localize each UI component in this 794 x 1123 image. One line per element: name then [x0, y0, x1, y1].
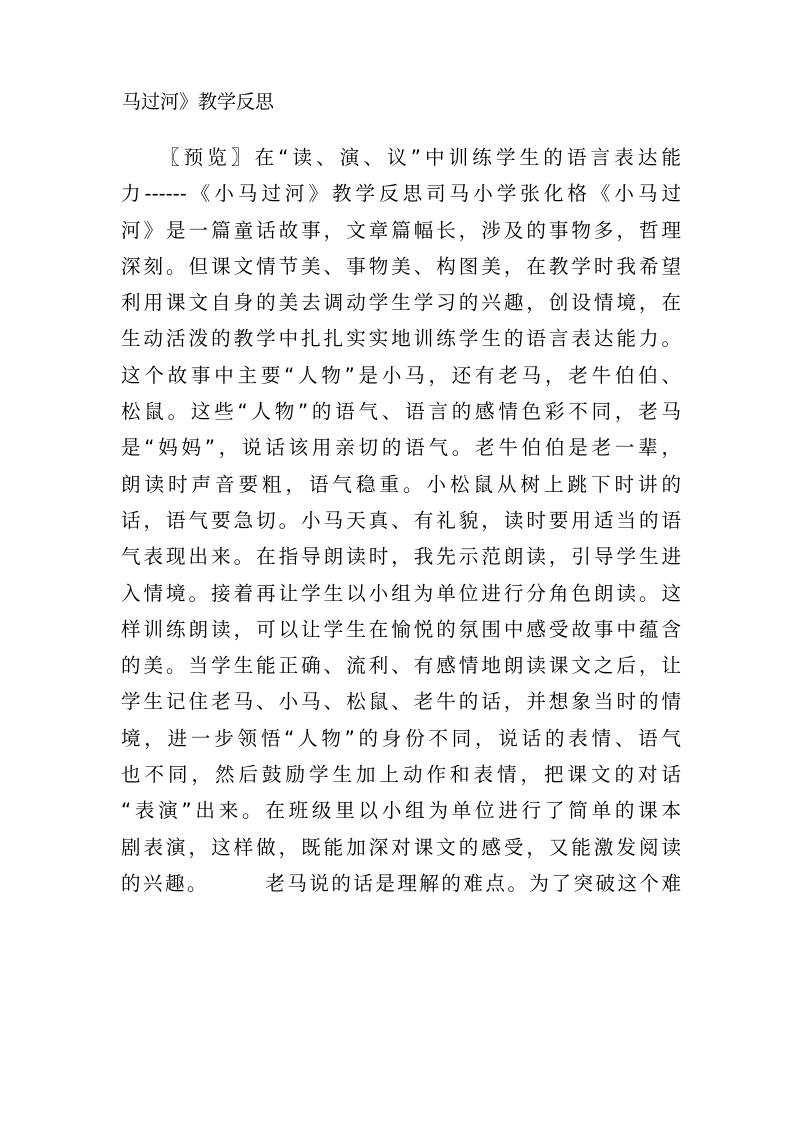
- body-line: 力------《小马过河》教学反思司马小学张化格《小马过: [121, 182, 681, 206]
- body-line: “表演”出来。在班级里以小组为单位进行了简单的课本: [121, 799, 681, 823]
- body-line: 是“妈妈”，说话该用亲切的语气。老牛伯伯是老一辈，: [121, 436, 681, 460]
- body-line: 入情境。接着再让学生以小组为单位进行分角色朗读。这: [121, 581, 681, 605]
- body-line: 的美。当学生能正确、流利、有感情地朗读课文之后，让: [121, 654, 681, 678]
- body-line: 利用课文自身的美去调动学生学习的兴趣，创设情境，在: [121, 291, 681, 315]
- body-line: 生动活泼的教学中扎扎实实地训练学生的语言表达能力。: [121, 327, 681, 351]
- body-line: 深刻。但课文情节美、事物美、构图美，在教学时我希望: [121, 254, 681, 278]
- body-line: 松鼠。这些“人物”的语气、语言的感情色彩不同，老马: [121, 400, 681, 424]
- body-line: 境，进一步领悟“人物”的身份不同，说话的表情、语气: [121, 726, 681, 750]
- document-title: 马过河》教学反思: [122, 91, 275, 113]
- body-line: 〖预览〗在“读、演、议”中训练学生的语言表达能: [160, 146, 681, 169]
- body-line: 也不同，然后鼓励学生加上动作和表情，把课文的对话: [121, 763, 681, 787]
- body-line: 样训练朗读，可以让学生在愉悦的氛围中感受故事中蕴含: [121, 617, 681, 641]
- document-body: [121, 140, 681, 902]
- body-line: 河》是一篇童话故事，文章篇幅长，涉及的事物多，哲理: [121, 218, 681, 242]
- body-line: 这个故事中主要“人物”是小马，还有老马，老牛伯伯、: [121, 363, 681, 387]
- body-line: 话，语气要急切。小马天真、有礼貌，读时要用适当的语: [121, 508, 681, 532]
- body-line: 气表现出来。在指导朗读时，我先示范朗读，引导学生进: [121, 545, 681, 569]
- body-line: 学生记住老马、小马、松鼠、老牛的话，并想象当时的情: [121, 690, 681, 714]
- body-line: 朗读时声音要粗，语气稳重。小松鼠从树上跳下时讲的: [121, 472, 681, 496]
- body-line: 的兴趣。 老马说的话是理解的难点。为了突破这个难: [121, 871, 681, 895]
- body-line: 剧表演，这样做，既能加深对课文的感受，又能激发阅读: [121, 835, 681, 859]
